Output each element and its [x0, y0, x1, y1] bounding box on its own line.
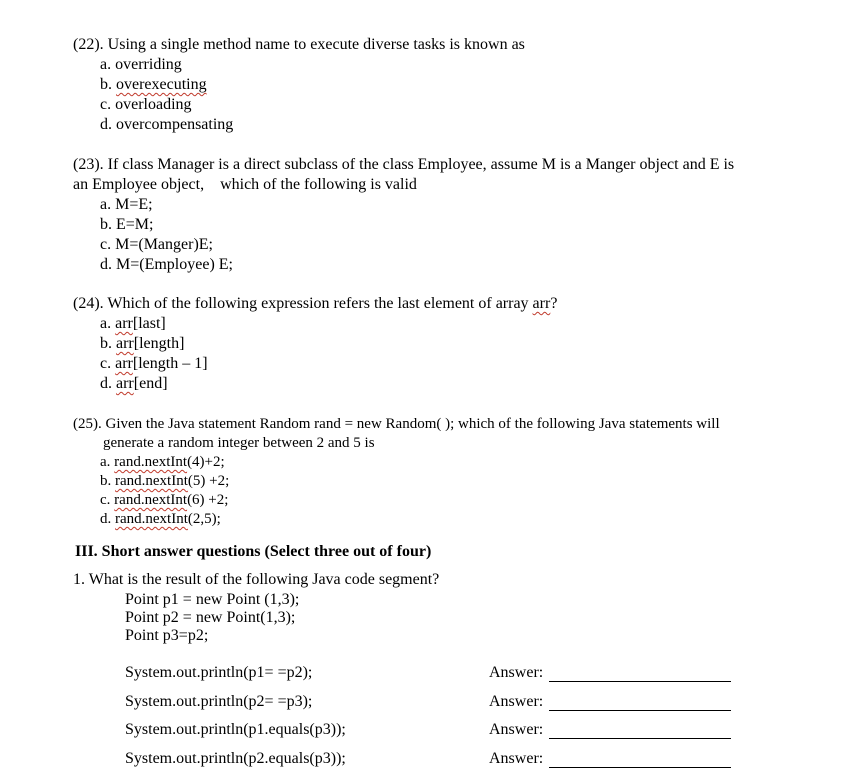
q25-option-a: a. rand.nextInt(4)+2; [100, 454, 225, 470]
q22-option-c: c. overloading [100, 96, 192, 113]
print-statement: System.out.println(p2.equals(p3)); [125, 750, 346, 767]
q24-option-a: a. arr[last] [100, 315, 166, 332]
print-statement: System.out.println(p1= =p2); [125, 664, 313, 681]
q23-option-c: c. M=(Manger)E; [100, 236, 213, 253]
q24-option-b: b. arr[length] [100, 335, 185, 352]
answer-label: Answer: [489, 664, 544, 681]
q25-option-c: c. rand.nextInt(6) +2; [100, 492, 229, 508]
q25-option-d: d. rand.nextInt(2,5); [100, 511, 221, 527]
section-heading: III. Short answer questions (Select three out of four) [75, 543, 432, 560]
q22-option-b: b. overexecuting [100, 76, 207, 93]
answer-label: Answer: [489, 750, 544, 767]
q22-option-d: d. overcompensating [100, 116, 234, 133]
answer-blank[interactable] [549, 767, 731, 768]
q24-option-d: d. arr[end] [100, 375, 168, 392]
code-line: Point p1 = new Point (1,3); [125, 591, 300, 608]
answer-blank[interactable] [549, 681, 731, 682]
q25-stem-line-2: generate a random integer between 2 and 5 is [103, 435, 375, 451]
print-statement: System.out.println(p1.equals(p3)); [125, 721, 346, 738]
answer-label: Answer: [489, 721, 544, 738]
code-line: Point p3=p2; [125, 627, 209, 644]
q23-option-d: d. M=(Employee) E; [100, 256, 233, 273]
q23-stem-line-1: (23). If class Manager is a direct subclass of the class Employee, assume M is a Manger object and E is [73, 156, 735, 173]
q25-option-b: b. rand.nextInt(5) +2; [100, 473, 230, 489]
q23-stem-line-2: an Employee object, which of the following is valid [73, 176, 417, 193]
q25-stem-line-1: (25). Given the Java statement Random rand = new Random( ); which of the following Java statements will [73, 416, 720, 432]
answer-blank[interactable] [549, 738, 731, 739]
answer-blank[interactable] [549, 710, 731, 711]
code-line: Point p2 = new Point(1,3); [125, 609, 296, 626]
print-statement: System.out.println(p2= =p3); [125, 693, 313, 710]
q23-option-b: b. E=M; [100, 216, 154, 233]
q24-stem: (24). Which of the following expression refers the last element of array arr? [73, 295, 558, 312]
q22-stem: (22). Using a single method name to execute diverse tasks is known as [73, 36, 525, 53]
short-answer-question-1: 1. What is the result of the following Java code segment? [73, 571, 440, 588]
q24-option-c: c. arr[length – 1] [100, 355, 208, 372]
q22-option-a: a. overriding [100, 56, 182, 73]
q23-option-a: a. M=E; [100, 196, 153, 213]
answer-label: Answer: [489, 693, 544, 710]
